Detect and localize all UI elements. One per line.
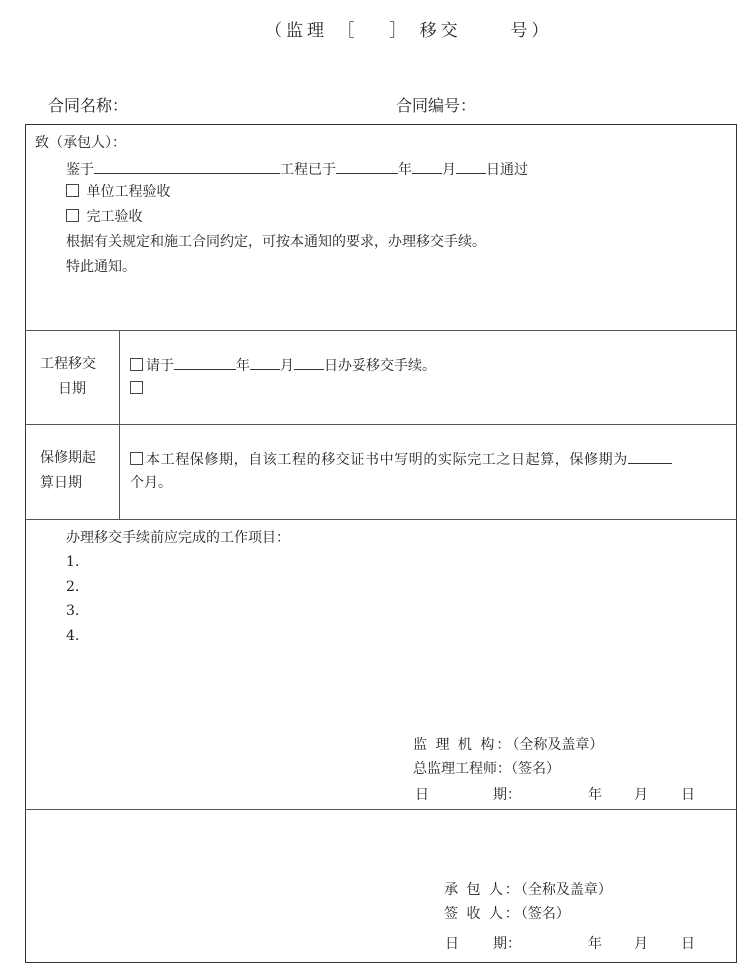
work-items-heading: 办理移交手续前应完成的工作项目： — [66, 530, 290, 546]
handover-line — [130, 355, 436, 375]
text: 月 — [280, 358, 294, 374]
notice-line-1 — [66, 159, 528, 179]
warranty-months-blank[interactable] — [628, 449, 672, 464]
checkbox[interactable] — [130, 358, 143, 371]
row-divider — [25, 809, 737, 810]
text: 工程已于 — [280, 162, 336, 178]
notice-recipient: 致（承包人）： — [35, 135, 126, 151]
work-item: 4. — [66, 628, 80, 644]
title-bracket-open: ［ — [337, 21, 359, 41]
supervisor-org — [413, 736, 603, 754]
column-divider — [119, 330, 120, 519]
text: 日办妥移交手续。 — [324, 358, 436, 374]
note: （签名） — [520, 906, 570, 922]
date-label: 日 — [415, 787, 429, 803]
month-blank[interactable] — [250, 355, 280, 370]
form-title — [265, 22, 552, 40]
month-label: 月 — [634, 936, 648, 952]
note: （全称及盖章） — [512, 737, 604, 753]
label: 签 收 人： — [444, 906, 521, 922]
text: 年 — [236, 358, 250, 374]
warranty-line — [130, 449, 672, 469]
label: 总监理工程师： — [413, 761, 511, 777]
checkbox[interactable] — [66, 184, 79, 197]
label: 监 理 机 构： — [413, 737, 513, 753]
handover-label-2: 日期 — [58, 381, 86, 397]
contractor-org — [444, 881, 612, 899]
title-middle: 移交 — [419, 21, 462, 41]
receiver — [444, 905, 570, 923]
work-item: 1. — [66, 554, 80, 570]
chief-engineer — [413, 760, 560, 778]
date-label: 期： — [493, 936, 521, 952]
handover-label-1: 工程移交 — [40, 356, 96, 372]
notice-line-5: 特此通知。 — [66, 259, 136, 275]
work-item: 3. — [66, 603, 80, 619]
note: （全称及盖章） — [520, 882, 612, 898]
contract-number-label: 合同编号： — [396, 96, 477, 115]
project-name-blank[interactable] — [94, 159, 280, 174]
checkbox[interactable] — [130, 381, 143, 394]
text: 请于 — [146, 358, 174, 374]
year-label: 年 — [588, 787, 602, 803]
row-divider — [25, 330, 737, 331]
contract-name-label: 合同名称： — [48, 96, 129, 115]
work-item: 2. — [66, 579, 80, 595]
year-label: 年 — [588, 936, 602, 952]
row-divider — [25, 424, 737, 425]
option-label: 完工验收 — [86, 209, 143, 225]
text: 日通过 — [486, 162, 528, 178]
title-prefix: （监理 — [265, 21, 328, 41]
note: （签名） — [511, 761, 560, 777]
date-label: 期： — [493, 787, 521, 803]
row-divider — [25, 519, 737, 520]
warranty-line-2: 个月。 — [130, 475, 172, 491]
option-label: 单位工程验收 — [86, 184, 171, 200]
month-label: 月 — [634, 787, 648, 803]
title-bracket-close: ］ — [389, 21, 411, 41]
handover-line-2 — [130, 380, 146, 398]
year-blank[interactable] — [174, 355, 236, 370]
day-blank[interactable] — [456, 159, 486, 174]
day-blank[interactable] — [294, 355, 324, 370]
checkbox[interactable] — [130, 452, 143, 465]
text: 月 — [442, 162, 456, 178]
warranty-label-1: 保修期起 — [40, 450, 96, 466]
notice-line-4: 根据有关规定和施工合同约定，可按本通知的要求，办理移交手续。 — [66, 234, 486, 250]
text: 年 — [398, 162, 412, 178]
option-completion-acceptance[interactable] — [66, 208, 142, 226]
day-label: 日 — [681, 936, 695, 952]
day-label: 日 — [681, 787, 695, 803]
label: 承 包 人： — [444, 882, 521, 898]
year-blank[interactable] — [336, 159, 398, 174]
checkbox[interactable] — [66, 209, 79, 222]
month-blank[interactable] — [412, 159, 442, 174]
text: 本工程保修期，自该工程的移交证书中写明的实际完工之日起算，保修期为 — [146, 452, 628, 468]
text: 鉴于 — [66, 162, 94, 178]
title-suffix: 号） — [510, 21, 553, 41]
date-label: 日 — [445, 936, 459, 952]
warranty-label-2: 算日期 — [40, 475, 82, 491]
option-unit-acceptance[interactable] — [66, 183, 170, 201]
